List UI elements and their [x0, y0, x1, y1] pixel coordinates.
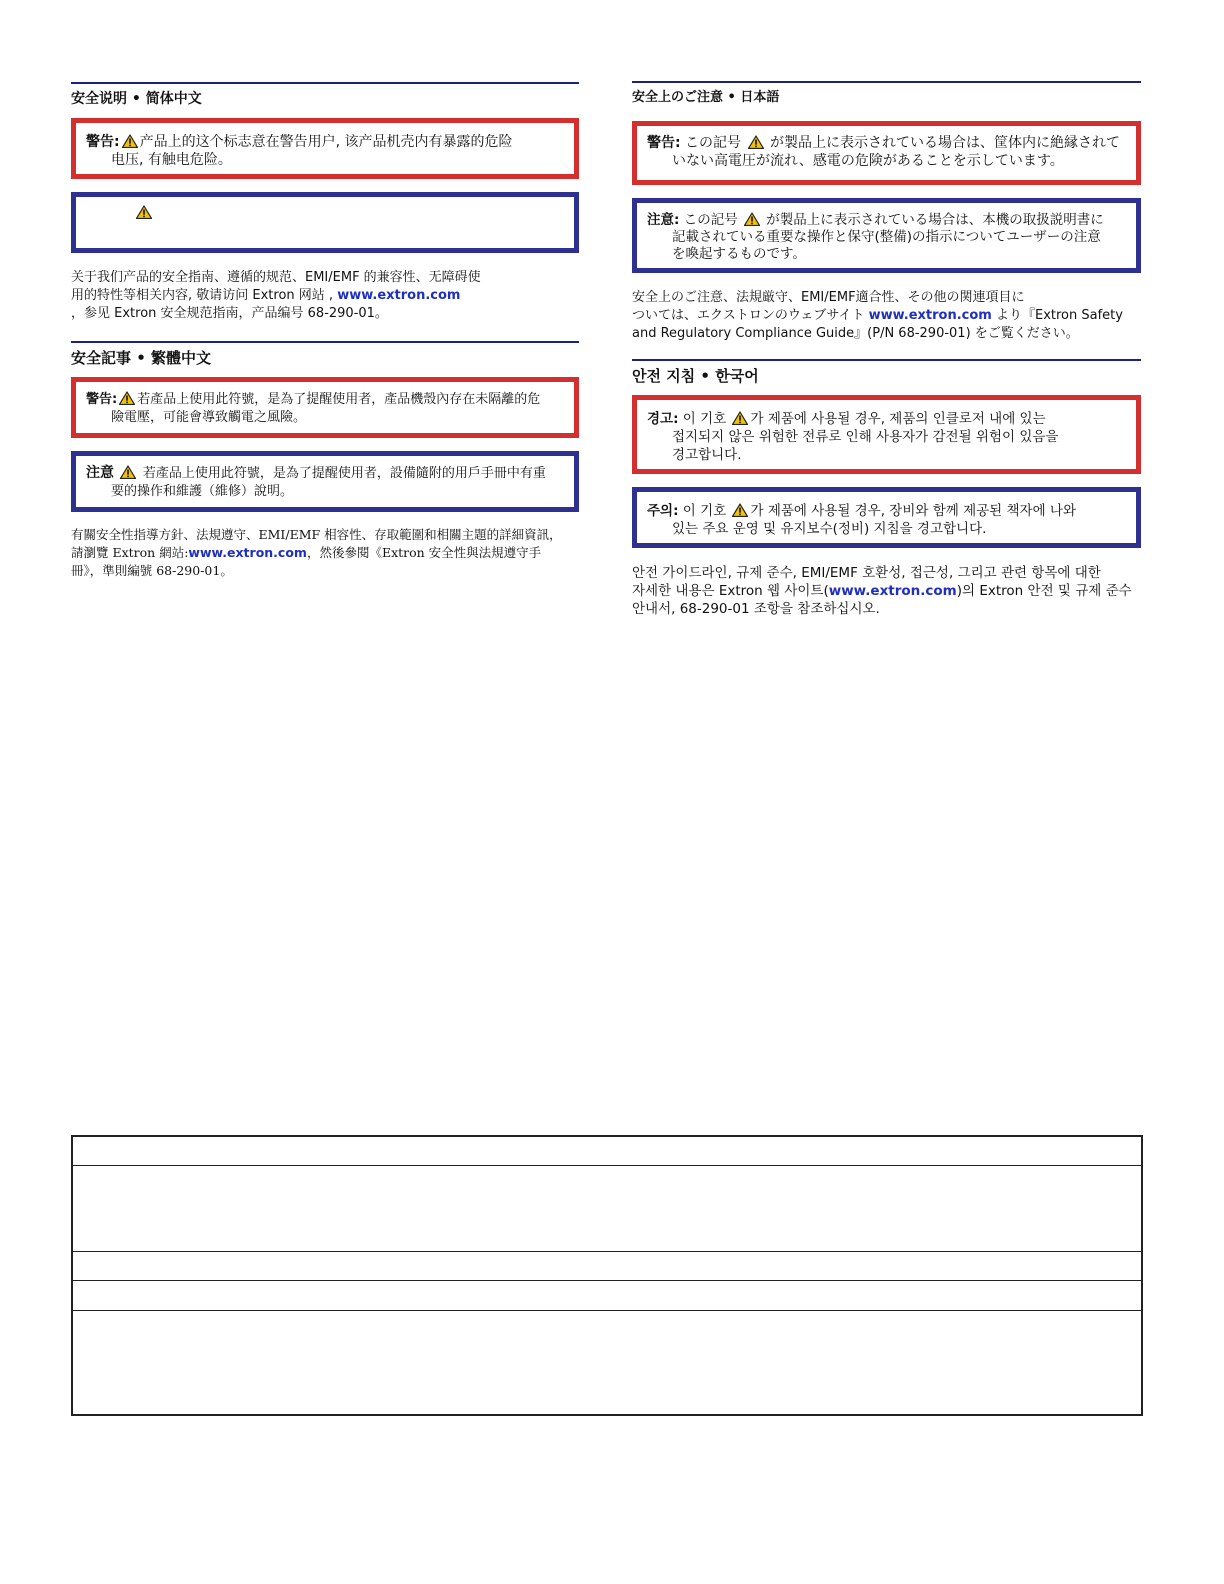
simplified-para-line-3: ，参见 Extron 安全规范指南，产品编号 68-290-01。 [71, 306, 388, 321]
korean-para-line-2b: )의 Extron 안전 및 규제 준수 [956, 583, 1132, 599]
traditional-warning-box [71, 377, 579, 438]
traditional-warning-label: 警告: [86, 392, 118, 407]
traditional-extron-link[interactable]: www.extron.com [188, 545, 307, 560]
traditional-caution-box [71, 451, 579, 512]
korean-warning-text-3: 경고합니다. [672, 447, 742, 463]
caution-triangle-icon [136, 205, 152, 219]
traditional-caution-text-2: 要的操作和維護（維修）說明。 [111, 484, 294, 499]
korean-safety-paragraph [632, 564, 1141, 618]
japanese-warning-label: 警告: [647, 135, 681, 151]
simplified-extron-link[interactable]: www.extron.com [337, 288, 461, 303]
right-column [632, 81, 1141, 636]
simplified-warning-box [71, 118, 579, 179]
japanese-para-line-2b: より『Extron Safety [991, 308, 1123, 323]
traditional-safety-paragraph [71, 526, 579, 580]
korean-para-line-3: 안내서, 68-290-01 조항을 참조하십시오. [632, 601, 880, 617]
simplified-para-line-2: 用的特性等相关内容, 敬请访问 Extron 网站 , [71, 288, 338, 303]
korean-para-line-1: 안전 가이드라인, 규제 준수, EMI/EMF 호환성, 접근성, 그리고 관련 항목에 대한 [632, 565, 1101, 581]
korean-warning-text-1: 가 제품에 사용될 경우, 제품의 인클로저 내에 있는 [750, 411, 1046, 427]
warning-triangle-icon [748, 135, 764, 149]
japanese-safety-paragraph [632, 289, 1141, 343]
japanese-warning-box [632, 121, 1141, 185]
simplified-warning-text-2: 电压, 有触电危险。 [111, 152, 232, 168]
traditional-chinese-heading: 安全記事 • 繁體中文 [71, 341, 579, 367]
traditional-caution-text-1: 若產品上使用此符號，是為了提醒使用者，設備隨附的用戶手冊中有重 [142, 466, 546, 481]
table-divider [73, 1280, 1141, 1281]
korean-heading: 안전 지침 • 한국어 [632, 359, 1141, 385]
japanese-caution-text-2: 記載されている重要な操作と保守(整備)の指示についてユーザーの注意 [672, 229, 1101, 245]
japanese-caution-text-pre: この記号 [679, 212, 742, 228]
japanese-caution-text-3: を喚起するものです。 [672, 246, 806, 262]
caution-triangle-icon [732, 503, 748, 517]
traditional-para-line-1: 有關安全性指導方針、法規遵守、EMI/EMF 相容性、存取範圍和相關主題的詳細資訊， [71, 527, 562, 542]
simplified-chinese-heading: 安全说明 • 简体中文 [71, 82, 579, 108]
japanese-para-line-3: and Regulatory Compliance Guide』(P/N 68-290-01) をご覧ください。 [632, 326, 1079, 341]
korean-extron-link[interactable]: www.extron.com [828, 583, 957, 599]
japanese-warning-text-1: が製品上に表示されている場合は、筐体内に絶縁されて [769, 135, 1120, 151]
simplified-warning-label: 警告: [86, 134, 120, 150]
caution-triangle-icon [744, 212, 760, 226]
korean-caution-text-2: 있는 주요 운영 및 유지보수(정비) 지침을 경고합니다. [672, 521, 987, 537]
table-divider [73, 1310, 1141, 1311]
simplified-safety-paragraph [71, 269, 579, 323]
japanese-extron-link[interactable]: www.extron.com [868, 308, 992, 323]
korean-warning-text-pre: 이 기호 [678, 411, 731, 427]
table-divider [73, 1251, 1141, 1252]
korean-caution-label: 주의: [647, 503, 679, 519]
traditional-caution-label: 注意 [86, 465, 114, 481]
simplified-caution-box [71, 192, 579, 253]
japanese-caution-box [632, 198, 1141, 273]
left-column [71, 82, 579, 598]
japanese-warning-text-2: いない高電圧が流れ、感電の危険があることを示しています。 [672, 153, 1064, 169]
korean-caution-box [632, 487, 1141, 548]
warning-triangle-icon [119, 391, 135, 405]
traditional-warning-text-2: 險電壓，可能會導致觸電之風險。 [111, 410, 307, 425]
korean-warning-text-2: 접지되지 않은 위험한 전류로 인해 사용자가 감전될 위험이 있음을 [672, 429, 1059, 445]
korean-caution-text-pre: 이 기호 [678, 503, 731, 519]
traditional-para-line-2b: ，然後參閱《Extron 安全性與法規遵守手 [306, 545, 542, 560]
japanese-para-line-1: 安全上のご注意、法規厳守、EMI/EMF適合性、その他の関連項目に [632, 290, 1025, 305]
table-divider [73, 1165, 1141, 1166]
simplified-warning-text-1: 产品上的这个标志意在警告用户, 该产品机壳内有暴露的危险 [139, 134, 513, 150]
japanese-warning-text-pre: この記号 [680, 135, 746, 151]
caution-triangle-icon [120, 465, 136, 479]
simplified-para-line-1: 关于我们产品的安全指南、遵循的规范、EMI/EMF 的兼容性、无障碍使 [71, 270, 481, 285]
japanese-caution-label: 注意: [647, 212, 680, 228]
japanese-para-line-2a: ついては、エクストロンのウェブサイト [632, 308, 869, 323]
korean-warning-label: 경고: [647, 411, 679, 427]
japanese-heading: 安全上のご注意 • 日本語 [632, 81, 1141, 107]
traditional-para-line-2a: 請瀏覽 Extron 網站: [71, 545, 189, 560]
warning-triangle-icon [732, 411, 748, 425]
warning-triangle-icon [122, 134, 138, 148]
traditional-warning-text-1: 若產品上使用此符號，是為了提醒使用者，產品機殼內存在未隔離的危 [137, 392, 541, 407]
empty-info-table [71, 1135, 1143, 1416]
korean-warning-box [632, 395, 1141, 474]
japanese-caution-text-1: が製品上に表示されている場合は、本機の取扱説明書に [766, 212, 1104, 228]
traditional-para-line-3: 冊》，準則編號 68-290-01。 [71, 563, 233, 578]
korean-caution-text-1: 가 제품에 사용될 경우, 장비와 함께 제공된 책자에 나와 [750, 503, 1077, 519]
korean-para-line-2a: 자세한 내용은 Extron 웹 사이트( [632, 583, 829, 599]
